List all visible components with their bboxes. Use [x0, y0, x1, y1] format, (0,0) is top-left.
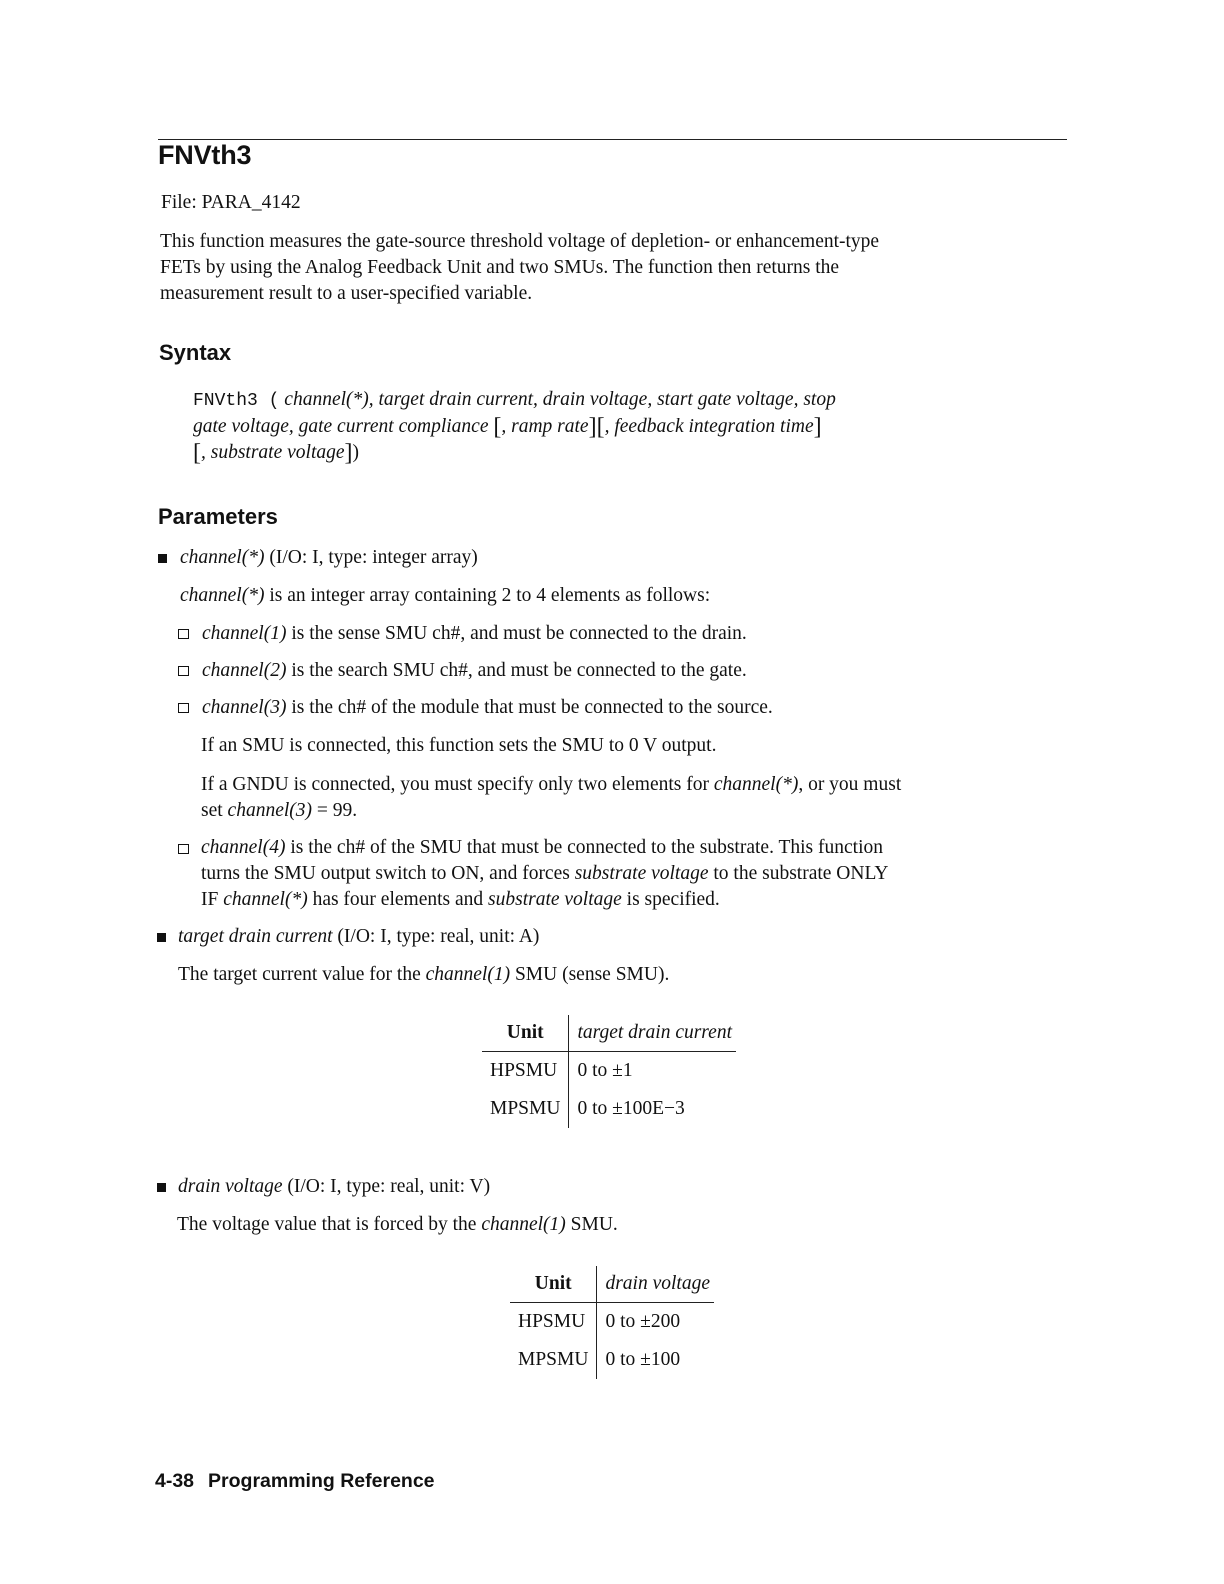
- param-drain-desc: The voltage value that is forced by the channel(1) SMU.: [177, 1214, 618, 1235]
- intro-line: measurement result to a user-specified variable.: [160, 283, 533, 304]
- file-line: File: PARA_4142: [161, 192, 301, 213]
- table-row: [510, 1341, 714, 1379]
- bullet-icon: [157, 933, 166, 942]
- table-row: [510, 1303, 714, 1342]
- table-header: Unit: [482, 1015, 569, 1052]
- syntax-block: [193, 387, 1073, 466]
- syntax-function-name: FNVth3 (: [193, 391, 280, 411]
- header-rule: [158, 139, 1067, 140]
- checkbox-icon: [178, 844, 189, 854]
- gndu-note: If a GNDU is connected, you must specify only two elements for channel(*), or you must set channel(3) = 99.: [201, 774, 902, 821]
- syntax-line-3: [, substrate voltage]): [193, 440, 360, 466]
- footer-title: Programming Reference: [208, 1470, 435, 1492]
- table-header: drain voltage: [597, 1266, 714, 1303]
- target-current-table: [482, 1015, 736, 1128]
- table-cell: 0 to ±1: [577, 1060, 633, 1081]
- param-channel: channel(*) (I/O: I, type: integer array): [180, 547, 478, 568]
- parameters-heading: Parameters: [158, 504, 278, 529]
- syntax-heading: Syntax: [159, 340, 232, 365]
- table-row: [482, 1090, 736, 1128]
- page-footer: [155, 1470, 435, 1493]
- bracket-open: [: [596, 414, 605, 440]
- table-header-row: [510, 1266, 714, 1303]
- table-row: [482, 1052, 736, 1091]
- bullet-icon: [158, 554, 167, 563]
- intro-line: FETs by using the Analog Feedback Unit and two SMUs. The function then returns the: [160, 257, 840, 278]
- table-cell: MPSMU: [510, 1341, 597, 1379]
- param-target-desc: The target current value for the channel(1) SMU (sense SMU).: [178, 964, 670, 985]
- param-drain-voltage: drain voltage (I/O: I, type: real, unit: V): [178, 1176, 491, 1197]
- channel-4-item: channel(4) is the ch# of the SMU that must be connected to the substrate. This function turns the SMU output switch to ON, and forces substrate voltage to the substrate ONLY IF channel(*) has four elements and substrate voltage is specified.: [201, 837, 889, 910]
- table-header-row: [482, 1015, 736, 1052]
- param-channel-desc: channel(*) is an integer array containing 2 to 4 elements as follows:: [180, 585, 711, 606]
- syntax-line-2: gate voltage, gate current compliance [, ramp rate][, feedback integration time]: [193, 414, 822, 440]
- checkbox-icon: [178, 666, 189, 676]
- checkbox-icon: [178, 629, 189, 639]
- page-title: FNVth3: [158, 140, 252, 170]
- page-number: 4-38: [155, 1470, 195, 1492]
- bracket-open: [: [493, 414, 502, 440]
- syntax-line-1: FNVth3 ( channel(*), target drain current, drain voltage, start gate voltage, stop: [193, 389, 836, 411]
- bracket-close: ]: [344, 440, 353, 466]
- table-cell: 0 to ±200: [605, 1311, 681, 1332]
- channel-item: channel(1) is the sense SMU ch#, and must be connected to the drain.: [202, 623, 747, 644]
- table-cell: MPSMU: [482, 1090, 569, 1128]
- table-cell: 0 to ±100E−3: [577, 1098, 685, 1119]
- table-header: target drain current: [569, 1015, 736, 1052]
- intro-line: This function measures the gate-source threshold voltage of depletion- or enhancement-type: [160, 231, 880, 252]
- smu-note: If an SMU is connected, this function sets the SMU to 0 V output.: [201, 735, 717, 756]
- table-header: Unit: [510, 1266, 597, 1303]
- bracket-close: ]: [588, 414, 597, 440]
- channel-item: channel(2) is the search SMU ch#, and must be connected to the gate.: [202, 660, 747, 681]
- checkbox-icon: [178, 703, 189, 713]
- bracket-close: ]: [813, 414, 822, 440]
- param-target-drain-current: target drain current (I/O: I, type: real, unit: A): [178, 926, 540, 947]
- bullet-icon: [157, 1183, 166, 1192]
- table-cell: HPSMU: [482, 1052, 569, 1091]
- bracket-open: [: [193, 440, 201, 466]
- table-cell: HPSMU: [510, 1303, 597, 1342]
- drain-voltage-table: [510, 1266, 714, 1379]
- table-cell: 0 to ±100: [605, 1349, 681, 1370]
- channel-item: channel(3) is the ch# of the module that must be connected to the source.: [202, 697, 773, 718]
- intro-paragraph: [160, 229, 1060, 307]
